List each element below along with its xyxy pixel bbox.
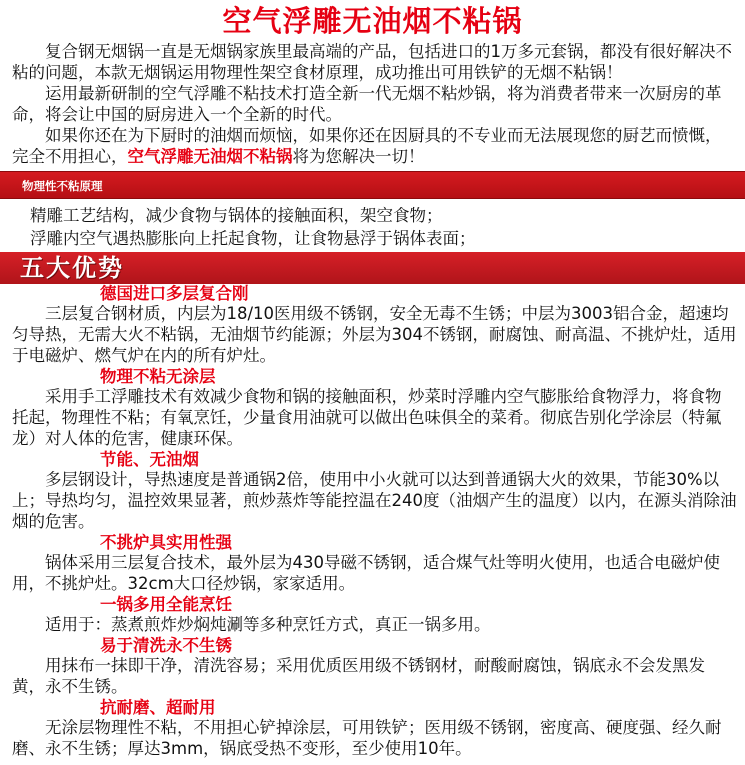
intro-paragraph-3-end: 将为您解决一切！ <box>292 147 425 166</box>
page-title: 空气浮雕无油烟不粘锅 <box>222 4 523 38</box>
intro-paragraph-3 <box>0 125 745 167</box>
advantage-title: 德国进口多层复合刚 <box>100 284 249 303</box>
advantage-title: 物理不粘无涂层 <box>100 367 216 386</box>
advantages-header-bar: 五大优势 <box>0 252 745 284</box>
principle-line: 精雕工艺结构，减少食物与锅体的接触面积，架空食物； <box>30 206 443 225</box>
advantage-title: 节能、无油烟 <box>100 450 199 469</box>
advantage-item <box>0 284 745 366</box>
intro-product-highlight: 空气浮雕无油烟不粘锅 <box>127 147 293 166</box>
intro-paragraph-2: 运用最新研制的空气浮雕不粘技术打造全新一代无烟不粘炒锅，将为消费者带来一次厨房的革命，将会让中国的厨房进入一个全新的时代。 <box>12 84 722 124</box>
principle-line: 浮雕内空气遇热膨胀向上托起食物，让食物悬浮于锅体表面； <box>30 229 476 248</box>
advantage-item <box>0 367 745 449</box>
advantage-item <box>0 698 745 759</box>
advantage-item <box>0 533 745 594</box>
principle-header-bar: 物理性不粘原理 <box>0 171 745 199</box>
advantage-item <box>0 636 745 697</box>
advantage-title: 不挑炉具实用性强 <box>100 533 232 552</box>
advantage-text: 适用于：蒸煮煎炸炒焖炖涮等多种烹饪方式，真正一锅多用。 <box>45 615 491 634</box>
advantage-item <box>0 595 745 635</box>
advantage-title: 一锅多用全能烹饪 <box>100 595 232 614</box>
advantage-text: 锅体采用三层复合技术，最外层为430导磁不锈钢，适合煤气灶等明火使用，也适合电磁炉使用，不挑炉灶。32cm大口径炒锅，家家适用。 <box>12 553 720 593</box>
principle-list <box>0 199 745 252</box>
advantage-text: 无涂层物理性不粘，不用担心铲掉涂层，可用铁铲；医用级不锈钢，密度高、硬度强、经久耐磨、永不生锈；厚达3mm，锅底受热不变形，至少使用10年。 <box>12 718 722 758</box>
advantage-text: 用抹布一抹即干净，清洗容易；采用优质医用级不锈钢材，耐酸耐腐蚀，锅底永不会发黑发黄，永不生锈。 <box>12 656 705 696</box>
advantage-item <box>0 450 745 532</box>
advantage-text: 采用手工浮雕技术有效减少食物和锅的接触面积，炒菜时浮雕内空气膨胀给食物浮力，将食物托起，物理性不粘；有氧烹饪，少量食用油就可以做出色味俱全的菜肴。彻底告别化学涂层（特氟龙）对人体的危害，健康环保。 <box>12 387 722 448</box>
intro-paragraph-3-start: 如果你还在为下厨时的油烟而烦恼，如果你还在因厨具的不专业而无法展现您的厨艺而愤慨，完全不用担心， <box>12 126 722 166</box>
advantage-title: 易于清洗永不生锈 <box>100 636 232 655</box>
advantage-text: 多层钢设计，导热速度是普通锅2倍，使用中小火就可以达到普通锅大火的效果，节能30%以上；导热均匀，温控效果显著，煎炒蒸炸等能控温在240度（油烟产生的温度）以内，在源头消除油烟的危害。 <box>12 470 737 531</box>
intro-paragraph-1: 复合钢无烟锅一直是无烟锅家族里最高端的产品，包括进口的1万多元套锅，都没有很好解决不粘的问题，本款无烟锅运用物理性架空食材原理，成功推出可用铁铲的无烟不粘锅！ <box>12 42 732 82</box>
advantage-text: 三层复合钢材质，内层为18/10医用级不锈钢，安全无毒不生锈；中层为3003铝合金，超速均匀导热，无需大火不粘锅，无油烟节约能源；外层为304不锈钢，耐腐蚀、耐高温、不挑炉灶，适用于电磁炉、燃气炉在内的所有炉灶。 <box>12 304 737 365</box>
advantage-title: 抗耐磨、超耐用 <box>100 698 216 717</box>
